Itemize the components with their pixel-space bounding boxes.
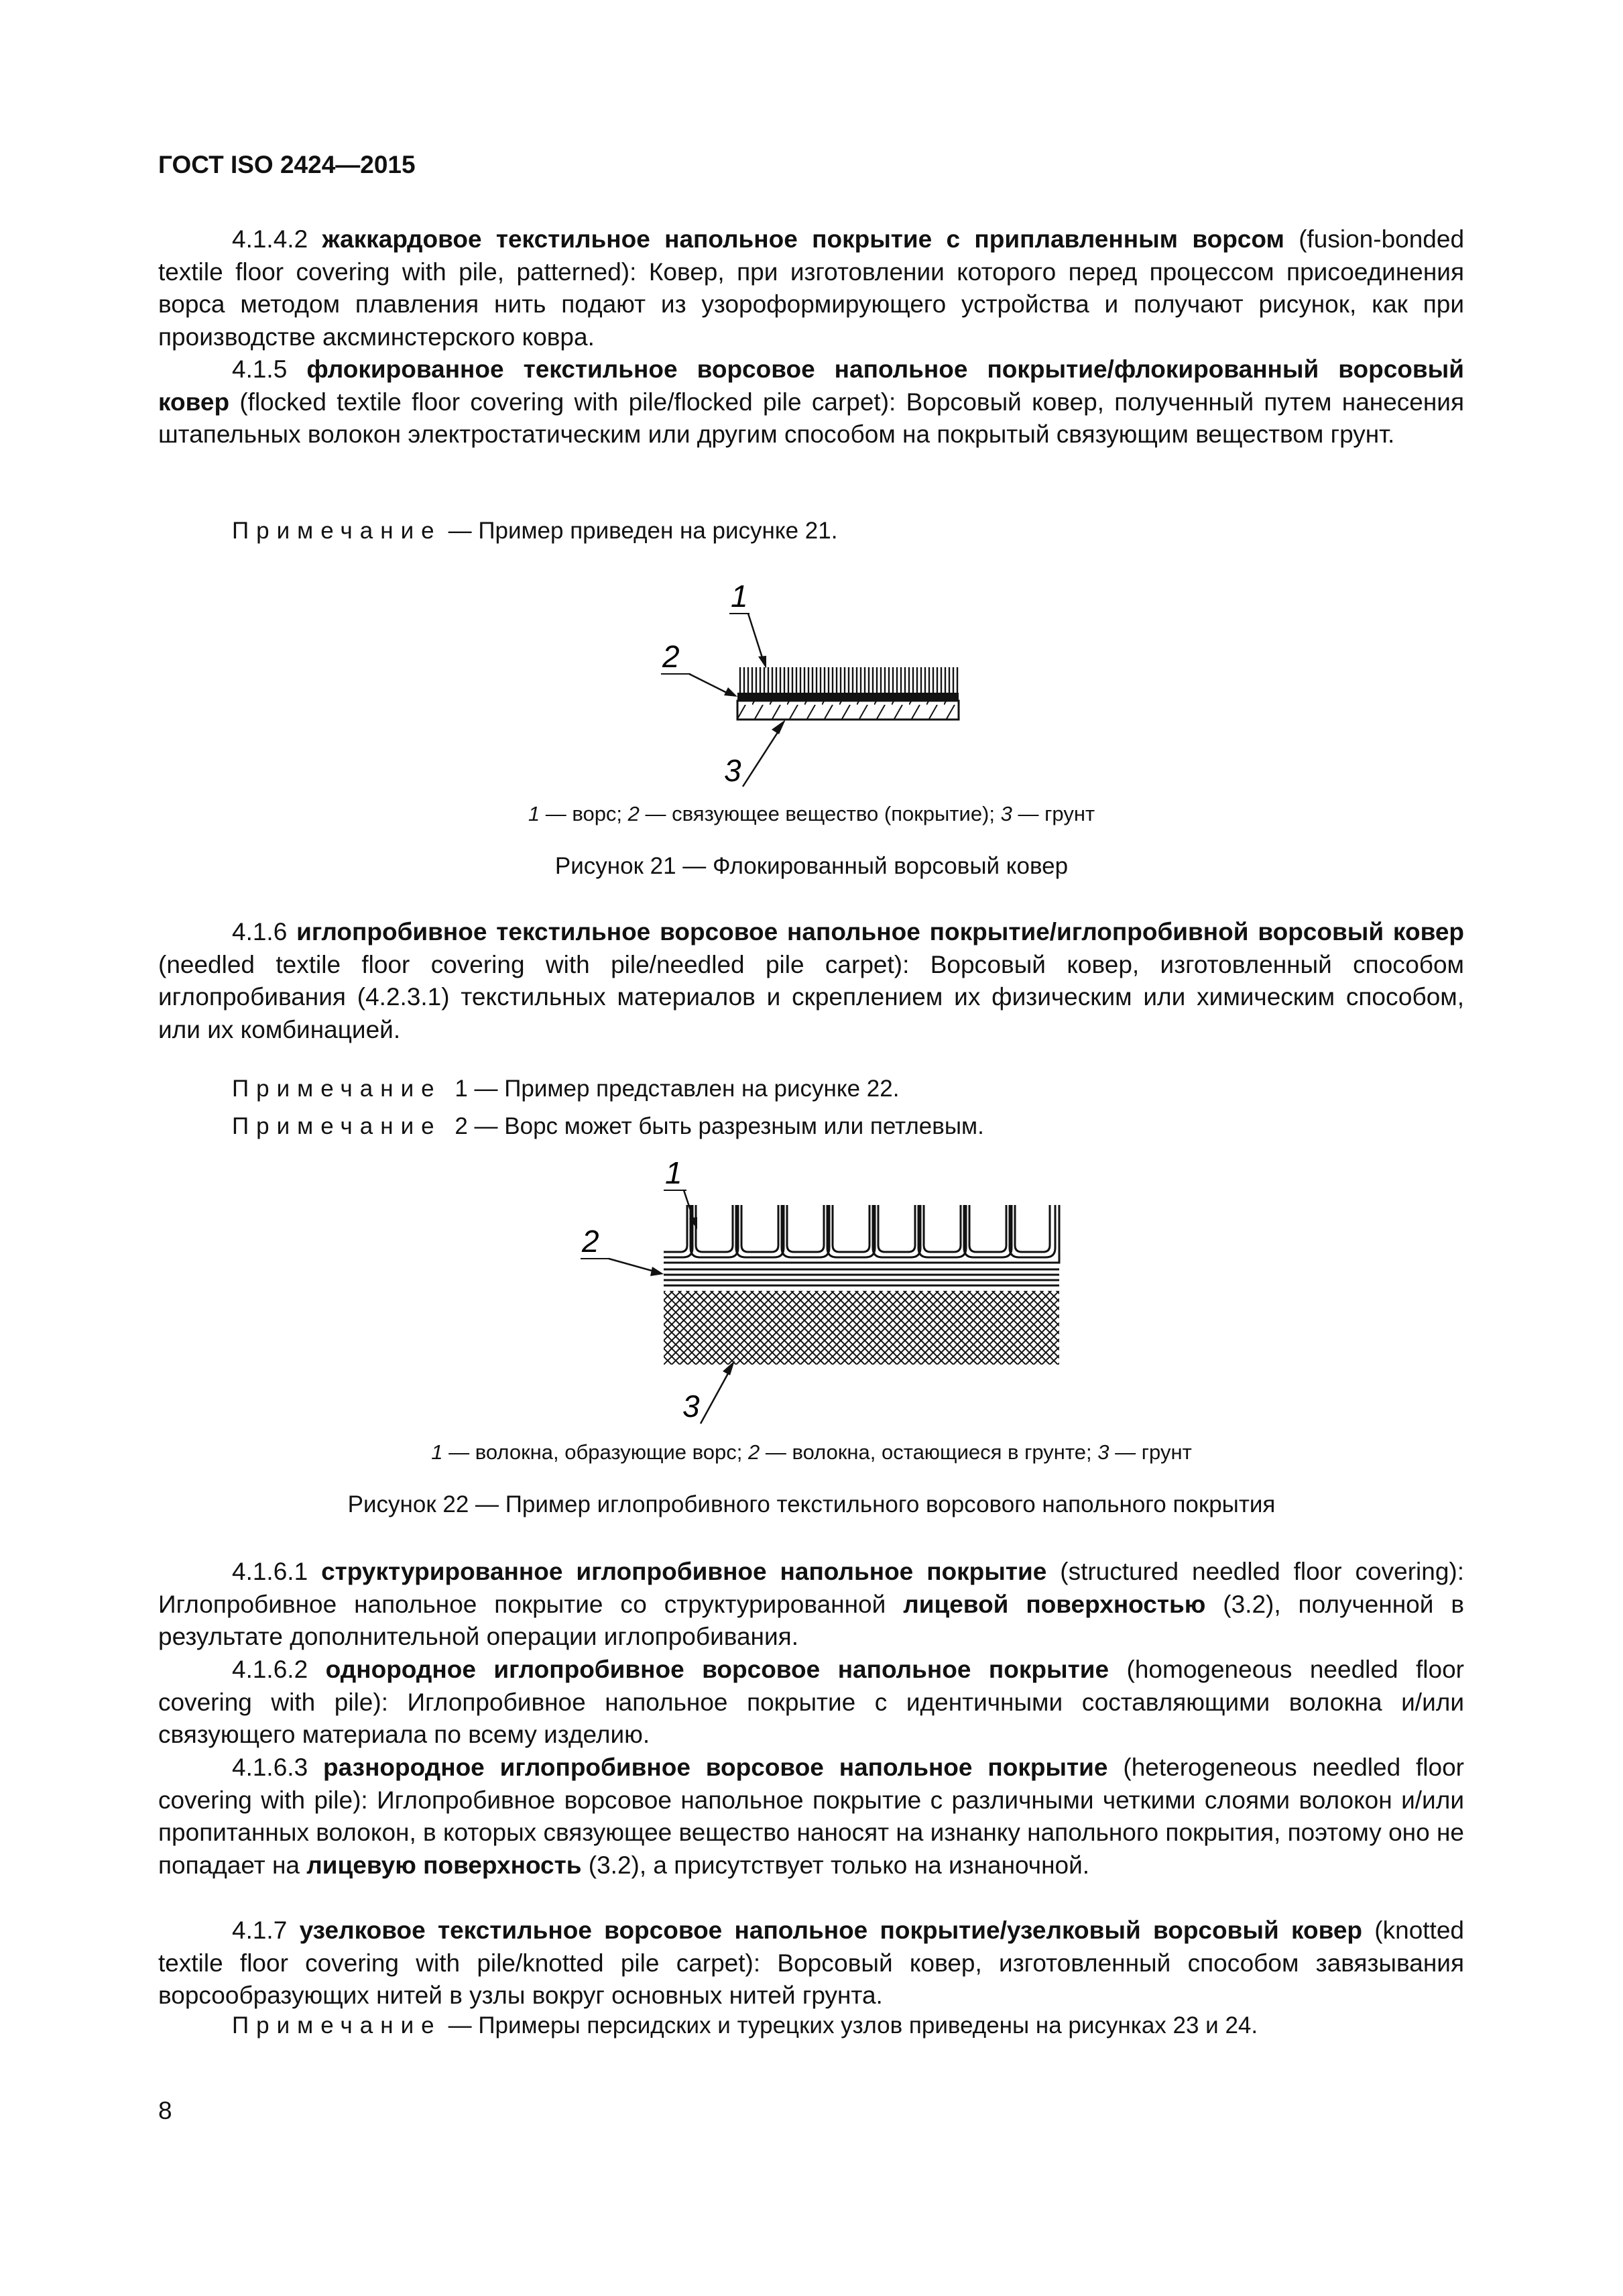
clause-number: 4.1.7 bbox=[232, 1916, 288, 1944]
definition-end: (3.2), а присутствует только на изнаночной. bbox=[588, 1851, 1090, 1879]
term: узелковое текстильное ворсовое напольное покрытие/узелковый ворсовый ковер bbox=[299, 1916, 1363, 1944]
leader-line-2 bbox=[609, 1259, 654, 1271]
callout-3-label: 3 bbox=[682, 1389, 700, 1424]
pile-fiber-line-2 bbox=[664, 1205, 1055, 1257]
note-text: — Ворс может быть разрезным или петлевым. bbox=[474, 1113, 984, 1139]
term: структурированное иглопробивное напольное покрытие bbox=[321, 1558, 1047, 1585]
clause-number: 4.1.6 bbox=[232, 918, 288, 945]
paragraph-4-1-4-2 bbox=[158, 223, 1464, 353]
note-label: Примечание bbox=[232, 518, 442, 544]
note-number: 2 bbox=[455, 1113, 468, 1139]
clause-number: 4.1.5 bbox=[232, 355, 288, 383]
legend-num: 3 bbox=[1097, 1440, 1109, 1464]
legend-num: 1 bbox=[528, 802, 540, 825]
note-figures-23-24 bbox=[232, 2012, 1258, 2039]
arrow-2 bbox=[650, 1267, 664, 1276]
backing-layer bbox=[664, 1291, 1059, 1365]
figure-21-diagram bbox=[630, 573, 1046, 795]
paragraph-4-1-6-2 bbox=[158, 1654, 1464, 1752]
term: жаккардовое текстильное напольное покрытие с приплавленным ворсом bbox=[322, 225, 1284, 253]
note-label: Примечание bbox=[232, 1076, 442, 1102]
paragraph-4-1-5 bbox=[158, 353, 1464, 451]
definition-end: (3.2), полученной в результате дополнительной операции иглопробивания. bbox=[158, 1590, 1465, 1650]
figure-21-caption: Рисунок 21 — Флокированный ворсовый ковер bbox=[554, 853, 1069, 879]
legend-text: — грунт bbox=[1018, 802, 1095, 825]
legend-text: — грунт bbox=[1115, 1440, 1192, 1464]
legend-text: — связующее вещество (покрытие); bbox=[645, 802, 995, 825]
definition: (homogeneous needled floor covering with pile): Иглопробивное напольное покрытие с идентичными составляющими волокна и/или связующего материала по всему изделию. bbox=[158, 1656, 1464, 1748]
note-figure-22-1 bbox=[232, 1076, 899, 1102]
figure-22-legend bbox=[0, 1440, 1623, 1465]
callout-2-label: 2 bbox=[662, 639, 680, 674]
note-label: Примечание bbox=[232, 2012, 442, 2039]
paragraph-4-1-6-3 bbox=[158, 1752, 1464, 1882]
binder-layer bbox=[737, 693, 959, 701]
note-text: — Пример представлен на рисунке 22. bbox=[474, 1076, 900, 1102]
legend-num: 2 bbox=[747, 1440, 760, 1464]
definition: (needled textile floor covering with pile/needled pile carpet): Ворсовый ковер, изготовленный способом иглопробивания (4.2.3.1) текстильных материалов и скреплением их физическим или химическим способом, или их комбинацией. bbox=[158, 950, 1464, 1043]
term-reference: лицевой поверхностью bbox=[903, 1590, 1206, 1618]
note-label: Примечание bbox=[232, 1113, 442, 1139]
legend-text: — волокна, образующие ворс; bbox=[448, 1440, 743, 1464]
pile-fiber-line-3 bbox=[664, 1205, 1059, 1263]
legend-num: 2 bbox=[627, 802, 640, 825]
definition: (fusion-bonded textile floor covering with pile, patterned): Ковер, при изготовлении которого перед процессом присоединения ворса методом плавления нить подают из узороформирующего устройства и получают рисунок, как при производстве аксминстерского ковра. bbox=[158, 225, 1465, 351]
figure-21-legend bbox=[0, 802, 1623, 826]
legend-num: 3 bbox=[1000, 802, 1012, 825]
leader-line-2 bbox=[689, 674, 729, 694]
note-number: 1 bbox=[455, 1076, 468, 1102]
term: иглопробивное текстильное ворсовое напольное покрытие/иглопробивной ворсовый ковер bbox=[296, 918, 1465, 945]
callout-1-label: 1 bbox=[731, 579, 748, 614]
clause-number: 4.1.6.1 bbox=[232, 1558, 308, 1585]
figure-22-caption: Рисунок 22 — Пример иглопробивного текстильного ворсового напольного покрытия bbox=[347, 1491, 1276, 1517]
definition: (flocked textile floor covering with pile/flocked pile carpet): Ворсовый ковер, полученный путем нанесения штапельных волокон электростатическим или другим способом на покрытый связующим веществом грунт. bbox=[158, 388, 1464, 448]
term-reference: лицевую поверхность bbox=[306, 1851, 582, 1879]
paragraph-4-1-6-1 bbox=[158, 1556, 1464, 1654]
page-number: 8 bbox=[158, 2097, 172, 2124]
definition: (heterogeneous needled floor covering with pile): Иглопробивное ворсовое напольное покрытие с различными четкими слоями волокон и/или пропитанных волокон, в которых связующее вещество наносят на изнанку напольного покрытия, поэтому оно не попадает на bbox=[158, 1754, 1465, 1879]
legend-text: — ворс; bbox=[545, 802, 623, 825]
figure-22-diagram bbox=[563, 1143, 1099, 1432]
definition: (structured needled floor covering): Иглопробивное напольное покрытие со структурированной bbox=[158, 1558, 1464, 1618]
term: однородное иглопробивное ворсовое напольное покрытие bbox=[325, 1656, 1109, 1683]
clause-number: 4.1.4.2 bbox=[232, 225, 308, 253]
paragraph-4-1-6 bbox=[158, 916, 1464, 1046]
note-text: — Пример приведен на рисунке 21. bbox=[448, 518, 838, 544]
callout-3-label: 3 bbox=[724, 753, 741, 788]
clause-number: 4.1.6.2 bbox=[232, 1656, 308, 1683]
legend-num: 1 bbox=[431, 1440, 443, 1464]
note-figure-21 bbox=[232, 518, 837, 544]
leader-line-3 bbox=[743, 726, 782, 787]
paragraph-4-1-7 bbox=[158, 1914, 1464, 2012]
leader-line-3 bbox=[701, 1369, 731, 1424]
pile-fiber-line-1 bbox=[664, 1205, 1050, 1252]
note-text: — Примеры персидских и турецких узлов приведены на рисунках 23 и 24. bbox=[448, 2012, 1258, 2039]
legend-text: — волокна, остающиеся в грунте; bbox=[765, 1440, 1092, 1464]
term: флокированное текстильное ворсовое напольное покрытие/флокированный ворсовый ковер bbox=[158, 355, 1464, 416]
callout-1-label: 1 bbox=[665, 1155, 682, 1190]
clause-number: 4.1.6.3 bbox=[232, 1754, 308, 1781]
backing-layer bbox=[737, 701, 959, 720]
document-header: ГОСТ ISO 2424—2015 bbox=[158, 151, 416, 178]
arrow-3 bbox=[772, 720, 786, 734]
callout-2-label: 2 bbox=[582, 1224, 599, 1259]
term: разнородное иглопробивное ворсовое напольное покрытие bbox=[323, 1754, 1108, 1781]
arrow-1 bbox=[758, 656, 766, 669]
definition: (knotted textile floor covering with pile/knotted pile carpet): Ворсовый ковер, изготовленный способом завязывания ворсообразующих нитей в узлы вокруг основных нитей грунта. bbox=[158, 1916, 1464, 2009]
pile-layer bbox=[737, 667, 959, 693]
note-figure-22-2 bbox=[232, 1113, 984, 1140]
arrow-2 bbox=[724, 687, 737, 697]
